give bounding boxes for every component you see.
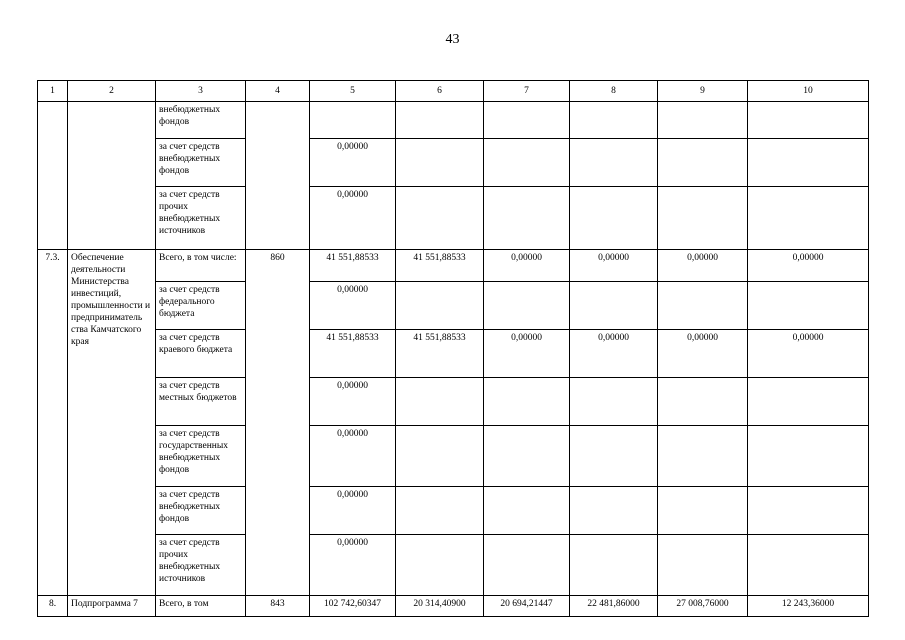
table-row (38, 187, 869, 250)
amount-cell (396, 426, 484, 487)
amount-cell: 0,00000 (310, 426, 396, 487)
column-header: 7 (484, 81, 570, 102)
column-header: 6 (396, 81, 484, 102)
amount-cell: 12 243,36000 (748, 596, 869, 617)
amount-cell (658, 426, 748, 487)
amount-cell (658, 378, 748, 426)
amount-cell (748, 426, 869, 487)
amount-cell (396, 102, 484, 139)
header-row (38, 81, 869, 102)
measure-name-cell (68, 102, 156, 250)
amount-cell (570, 187, 658, 250)
amount-cell (396, 187, 484, 250)
page-number: 43 (445, 32, 460, 47)
amount-cell (570, 102, 658, 139)
amount-cell (396, 535, 484, 596)
amount-cell (310, 102, 396, 139)
amount-cell (484, 282, 570, 330)
amount-cell (658, 102, 748, 139)
amount-cell: 0,00000 (658, 250, 748, 282)
amount-cell: 0,00000 (310, 139, 396, 187)
table-row (38, 282, 869, 330)
column-header: 3 (156, 81, 246, 102)
amount-cell (484, 487, 570, 535)
amount-cell (748, 535, 869, 596)
budget-code-cell: 843 (246, 596, 310, 617)
funding-source-cell: Всего, в том (156, 596, 246, 617)
amount-cell (570, 378, 658, 426)
amount-cell: 20 694,21447 (484, 596, 570, 617)
amount-cell: 0,00000 (310, 535, 396, 596)
table-row (38, 378, 869, 426)
table-row (38, 330, 869, 378)
amount-cell: 0,00000 (658, 330, 748, 378)
funding-source-cell: за счет средств краевого бюджета (156, 330, 246, 378)
table-row (38, 596, 869, 617)
amount-cell: 0,00000 (748, 330, 869, 378)
amount-cell (658, 187, 748, 250)
amount-cell (658, 487, 748, 535)
amount-cell: 0,00000 (310, 282, 396, 330)
amount-cell (748, 282, 869, 330)
table-row (38, 535, 869, 596)
column-header: 2 (68, 81, 156, 102)
amount-cell (484, 139, 570, 187)
amount-cell: 0,00000 (310, 187, 396, 250)
amount-cell: 0,00000 (484, 330, 570, 378)
funding-source-cell: за счет средств прочих внебюджетных источников (156, 187, 246, 250)
amount-cell: 41 551,88533 (396, 250, 484, 282)
funding-source-cell: внебюджетных фондов (156, 102, 246, 139)
amount-cell: 102 742,60347 (310, 596, 396, 617)
amount-cell: 41 551,88533 (396, 330, 484, 378)
table-row (38, 250, 869, 282)
table-body (38, 81, 869, 617)
funding-source-cell: за счет средств внебюджетных фондов (156, 487, 246, 535)
amount-cell (484, 426, 570, 487)
amount-cell: 20 314,40900 (396, 596, 484, 617)
amount-cell: 0,00000 (484, 250, 570, 282)
amount-cell (484, 102, 570, 139)
amount-cell: 0,00000 (310, 487, 396, 535)
column-header: 1 (38, 81, 68, 102)
amount-cell (396, 282, 484, 330)
row-number-cell: 8. (38, 596, 68, 617)
funding-source-cell: за счет средств федерального бюджета (156, 282, 246, 330)
budget-code-cell: 860 (246, 250, 310, 596)
table-row (38, 426, 869, 487)
amount-cell (396, 139, 484, 187)
amount-cell (484, 378, 570, 426)
amount-cell (748, 187, 869, 250)
amount-cell: 41 551,88533 (310, 250, 396, 282)
amount-cell (748, 102, 869, 139)
row-number-cell: 7.3. (38, 250, 68, 596)
measure-name-cell: Обеспечение деятельности Министерства инвестиций, промышленности и предприниматель ства Камчатского края (68, 250, 156, 596)
amount-cell (570, 487, 658, 535)
table-row (38, 487, 869, 535)
column-header: 4 (246, 81, 310, 102)
amount-cell (396, 378, 484, 426)
amount-cell (570, 426, 658, 487)
table-row (38, 139, 869, 187)
column-header: 10 (748, 81, 869, 102)
amount-cell (748, 378, 869, 426)
column-header: 5 (310, 81, 396, 102)
amount-cell (748, 139, 869, 187)
amount-cell (748, 487, 869, 535)
column-header: 8 (570, 81, 658, 102)
amount-cell (658, 139, 748, 187)
amount-cell: 41 551,88533 (310, 330, 396, 378)
amount-cell (484, 187, 570, 250)
amount-cell (570, 282, 658, 330)
measure-name-cell: Подпрограмма 7 (68, 596, 156, 617)
amount-cell (570, 535, 658, 596)
amount-cell (658, 535, 748, 596)
amount-cell: 0,00000 (570, 250, 658, 282)
funding-source-cell: за счет средств внебюджетных фондов (156, 139, 246, 187)
column-header: 9 (658, 81, 748, 102)
funding-source-cell: Всего, в том числе: (156, 250, 246, 282)
funding-source-cell: за счет средств местных бюджетов (156, 378, 246, 426)
budget-table (37, 80, 869, 617)
row-number-cell (38, 102, 68, 250)
amount-cell (484, 535, 570, 596)
amount-cell (570, 139, 658, 187)
amount-cell: 0,00000 (310, 378, 396, 426)
amount-cell (396, 487, 484, 535)
amount-cell: 0,00000 (570, 330, 658, 378)
amount-cell: 22 481,86000 (570, 596, 658, 617)
budget-code-cell (246, 102, 310, 250)
amount-cell (658, 282, 748, 330)
funding-source-cell: за счет средств прочих внебюджетных источников (156, 535, 246, 596)
amount-cell: 0,00000 (748, 250, 869, 282)
funding-source-cell: за счет средств государственных внебюджетных фондов (156, 426, 246, 487)
amount-cell: 27 008,76000 (658, 596, 748, 617)
table-row (38, 102, 869, 139)
